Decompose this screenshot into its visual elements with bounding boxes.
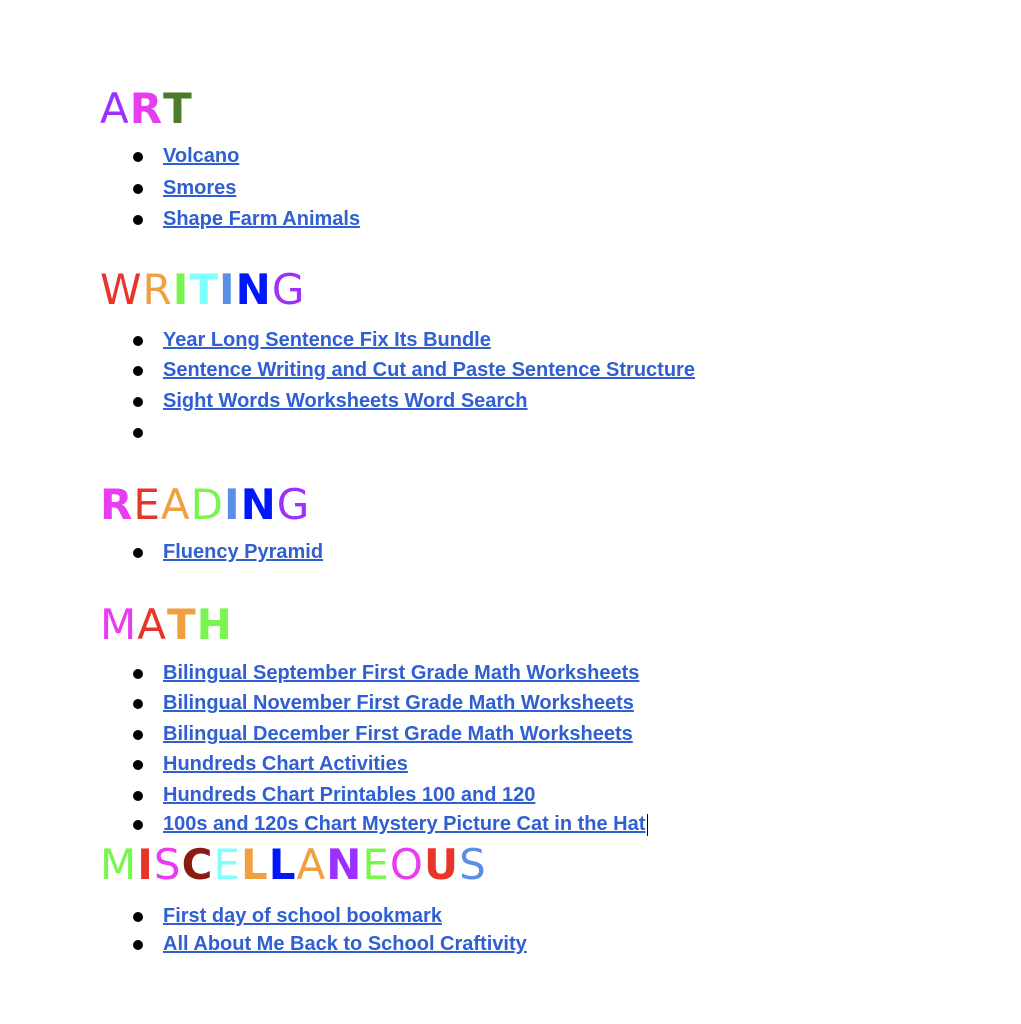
resource-link[interactable]: Shape Farm Animals — [163, 208, 361, 230]
heading-letter: L — [240, 840, 269, 889]
resource-link[interactable]: Bilingual December First Grade Math Worksheets — [163, 723, 633, 745]
bullet-icon — [133, 397, 143, 407]
heading-letter: E — [213, 840, 241, 889]
heading-letter: W — [100, 265, 143, 314]
heading-letter: I — [219, 265, 236, 314]
bullet-icon — [133, 912, 143, 922]
heading-letter: A — [100, 84, 130, 133]
section-heading-writing — [100, 265, 306, 314]
bullet-icon — [133, 669, 143, 679]
section-heading-math — [100, 600, 233, 649]
heading-letter: D — [190, 480, 224, 529]
resource-link[interactable]: Sentence Writing and Cut and Paste Sentence Structure — [163, 359, 695, 381]
bullet-icon — [133, 428, 143, 438]
bullet-icon — [133, 791, 143, 801]
heading-letter: C — [181, 840, 214, 889]
resource-link[interactable]: Year Long Sentence Fix Its Bundle — [163, 329, 491, 351]
bullet-icon — [133, 699, 143, 709]
bullet-icon — [133, 548, 143, 558]
heading-letter: I — [223, 480, 241, 529]
bullet-icon — [133, 152, 143, 162]
heading-letter: N — [326, 840, 363, 889]
bullet-icon — [133, 760, 143, 770]
heading-letter: O — [389, 840, 424, 889]
heading-letter: M — [100, 840, 138, 889]
heading-letter: T — [189, 265, 220, 314]
heading-letter: G — [271, 265, 306, 314]
heading-letter: N — [235, 265, 272, 314]
bullet-icon — [133, 730, 143, 740]
heading-letter: L — [268, 840, 297, 889]
bullet-icon — [133, 366, 143, 376]
heading-letter: A — [160, 480, 191, 529]
resource-link[interactable]: Hundreds Chart Activities — [163, 753, 408, 775]
bullet-icon — [133, 336, 143, 346]
section-heading-reading — [100, 480, 311, 529]
heading-letter: T — [163, 84, 193, 133]
section-heading-miscellaneous — [100, 840, 487, 889]
bullet-icon — [133, 215, 143, 225]
heading-letter: N — [240, 480, 277, 529]
resource-link[interactable]: Smores — [163, 177, 237, 199]
resource-link[interactable]: First day of school bookmark — [163, 905, 442, 927]
resource-link[interactable]: Bilingual November First Grade Math Worksheets — [163, 692, 634, 714]
heading-letter: H — [196, 600, 233, 649]
bullet-icon — [133, 820, 143, 830]
heading-letter: I — [172, 265, 190, 314]
heading-letter: S — [459, 840, 487, 889]
heading-letter: R — [142, 265, 173, 314]
heading-letter: S — [153, 840, 182, 889]
resource-link[interactable]: 100s and 120s Chart Mystery Picture Cat in the Hat — [163, 813, 646, 835]
resource-link[interactable]: Sight Words Worksheets Word Search — [163, 390, 528, 412]
heading-letter: A — [296, 840, 327, 889]
resource-link[interactable]: Volcano — [163, 145, 240, 167]
resource-link[interactable]: Fluency Pyramid — [163, 541, 324, 563]
heading-letter: R — [100, 480, 134, 529]
section-heading-art — [100, 84, 193, 133]
heading-letter: E — [133, 480, 161, 529]
bullet-icon — [133, 940, 143, 950]
resource-link[interactable]: All About Me Back to School Craftivity — [163, 933, 527, 955]
heading-letter: G — [276, 480, 311, 529]
heading-letter: M — [100, 600, 138, 649]
text-cursor — [647, 814, 648, 836]
heading-letter: T — [166, 600, 197, 649]
resource-link[interactable]: Bilingual September First Grade Math Worksheets — [163, 662, 640, 684]
heading-letter: A — [137, 600, 167, 649]
heading-letter: U — [423, 840, 460, 889]
resource-link[interactable]: Hundreds Chart Printables 100 and 120 — [163, 784, 536, 806]
heading-letter: R — [129, 84, 164, 133]
heading-letter: E — [362, 840, 390, 889]
bullet-icon — [133, 184, 143, 194]
heading-letter: I — [137, 840, 154, 889]
